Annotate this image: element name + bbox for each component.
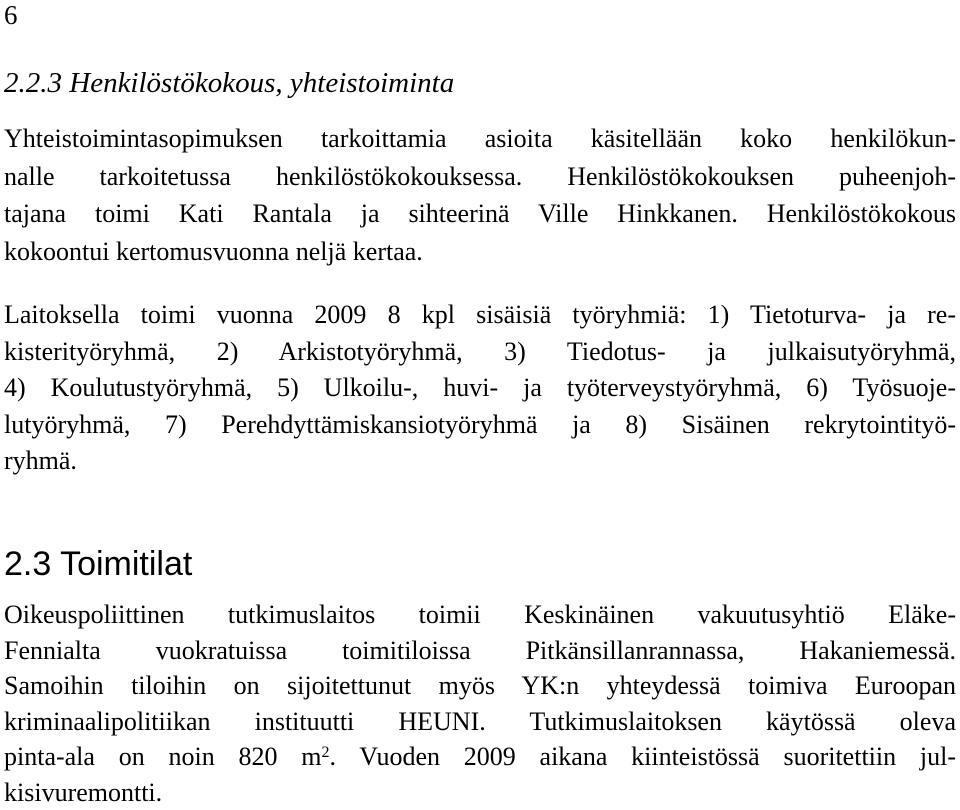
area-text-after: . Vuoden 2009 aikana kiinteistössä suoritettiin jul- bbox=[329, 742, 956, 771]
paragraph-tyoryhmat bbox=[4, 297, 956, 480]
superscript-two: 2 bbox=[321, 744, 329, 761]
paragraph-line: tajana toimi Kati Rantala ja sihteerinä Ville Hinkkanen. Henkilöstökokous bbox=[4, 195, 956, 233]
section-heading-2-3: 2.3 Toimitilat bbox=[4, 544, 192, 584]
page-number: 6 bbox=[4, 0, 18, 30]
section-heading-2-2-3: 2.2.3 Henkilöstökokous, yhteistoiminta bbox=[4, 66, 454, 100]
paragraph-line-area bbox=[4, 739, 956, 775]
paragraph-toimitilat bbox=[4, 597, 956, 810]
paragraph-yhteistoiminta bbox=[4, 120, 956, 270]
paragraph-line: Yhteistoimintasopimuksen tarkoittamia asioita käsitellään koko henkilökun- bbox=[4, 120, 956, 158]
paragraph-line: Samoihin tiloihin on sijoitettunut myös YK:n yhteydessä toimiva Euroopan bbox=[4, 668, 956, 704]
paragraph-line: Oikeuspoliittinen tutkimuslaitos toimii Keskinäinen vakuutusyhtiö Eläke- bbox=[4, 597, 956, 633]
paragraph-line: nalle tarkoitetussa henkilöstökokouksessa. Henkilöstökokouksen puheenjoh- bbox=[4, 158, 956, 196]
area-text-before: pinta-ala on noin 820 m bbox=[4, 742, 321, 771]
paragraph-line: ryhmä. bbox=[4, 443, 956, 480]
paragraph-line: kokoontui kertomusvuonna neljä kertaa. bbox=[4, 233, 956, 271]
paragraph-line: Fennialta vuokratuissa toimitiloissa Pitkänsillanrannassa, Hakaniemessä. bbox=[4, 633, 956, 669]
paragraph-line: kisterityöryhmä, 2) Arkistotyöryhmä, 3) Tiedotus- ja julkaisutyöryhmä, bbox=[4, 334, 956, 371]
paragraph-line: lutyöryhmä, 7) Perehdyttämiskansiotyöryhmä ja 8) Sisäinen rekrytointityö- bbox=[4, 407, 956, 444]
paragraph-line: kriminaalipolitiikan instituutti HEUNI. Tutkimuslaitoksen käytössä oleva bbox=[4, 704, 956, 740]
paragraph-line: 4) Koulutustyöryhmä, 5) Ulkoilu-, huvi- ja työterveystyöryhmä, 6) Työsuoje- bbox=[4, 370, 956, 407]
paragraph-line: kisivuremontti. bbox=[4, 775, 956, 810]
paragraph-line: Laitoksella toimi vuonna 2009 8 kpl sisäisiä työryhmiä: 1) Tietoturva- ja re- bbox=[4, 297, 956, 334]
